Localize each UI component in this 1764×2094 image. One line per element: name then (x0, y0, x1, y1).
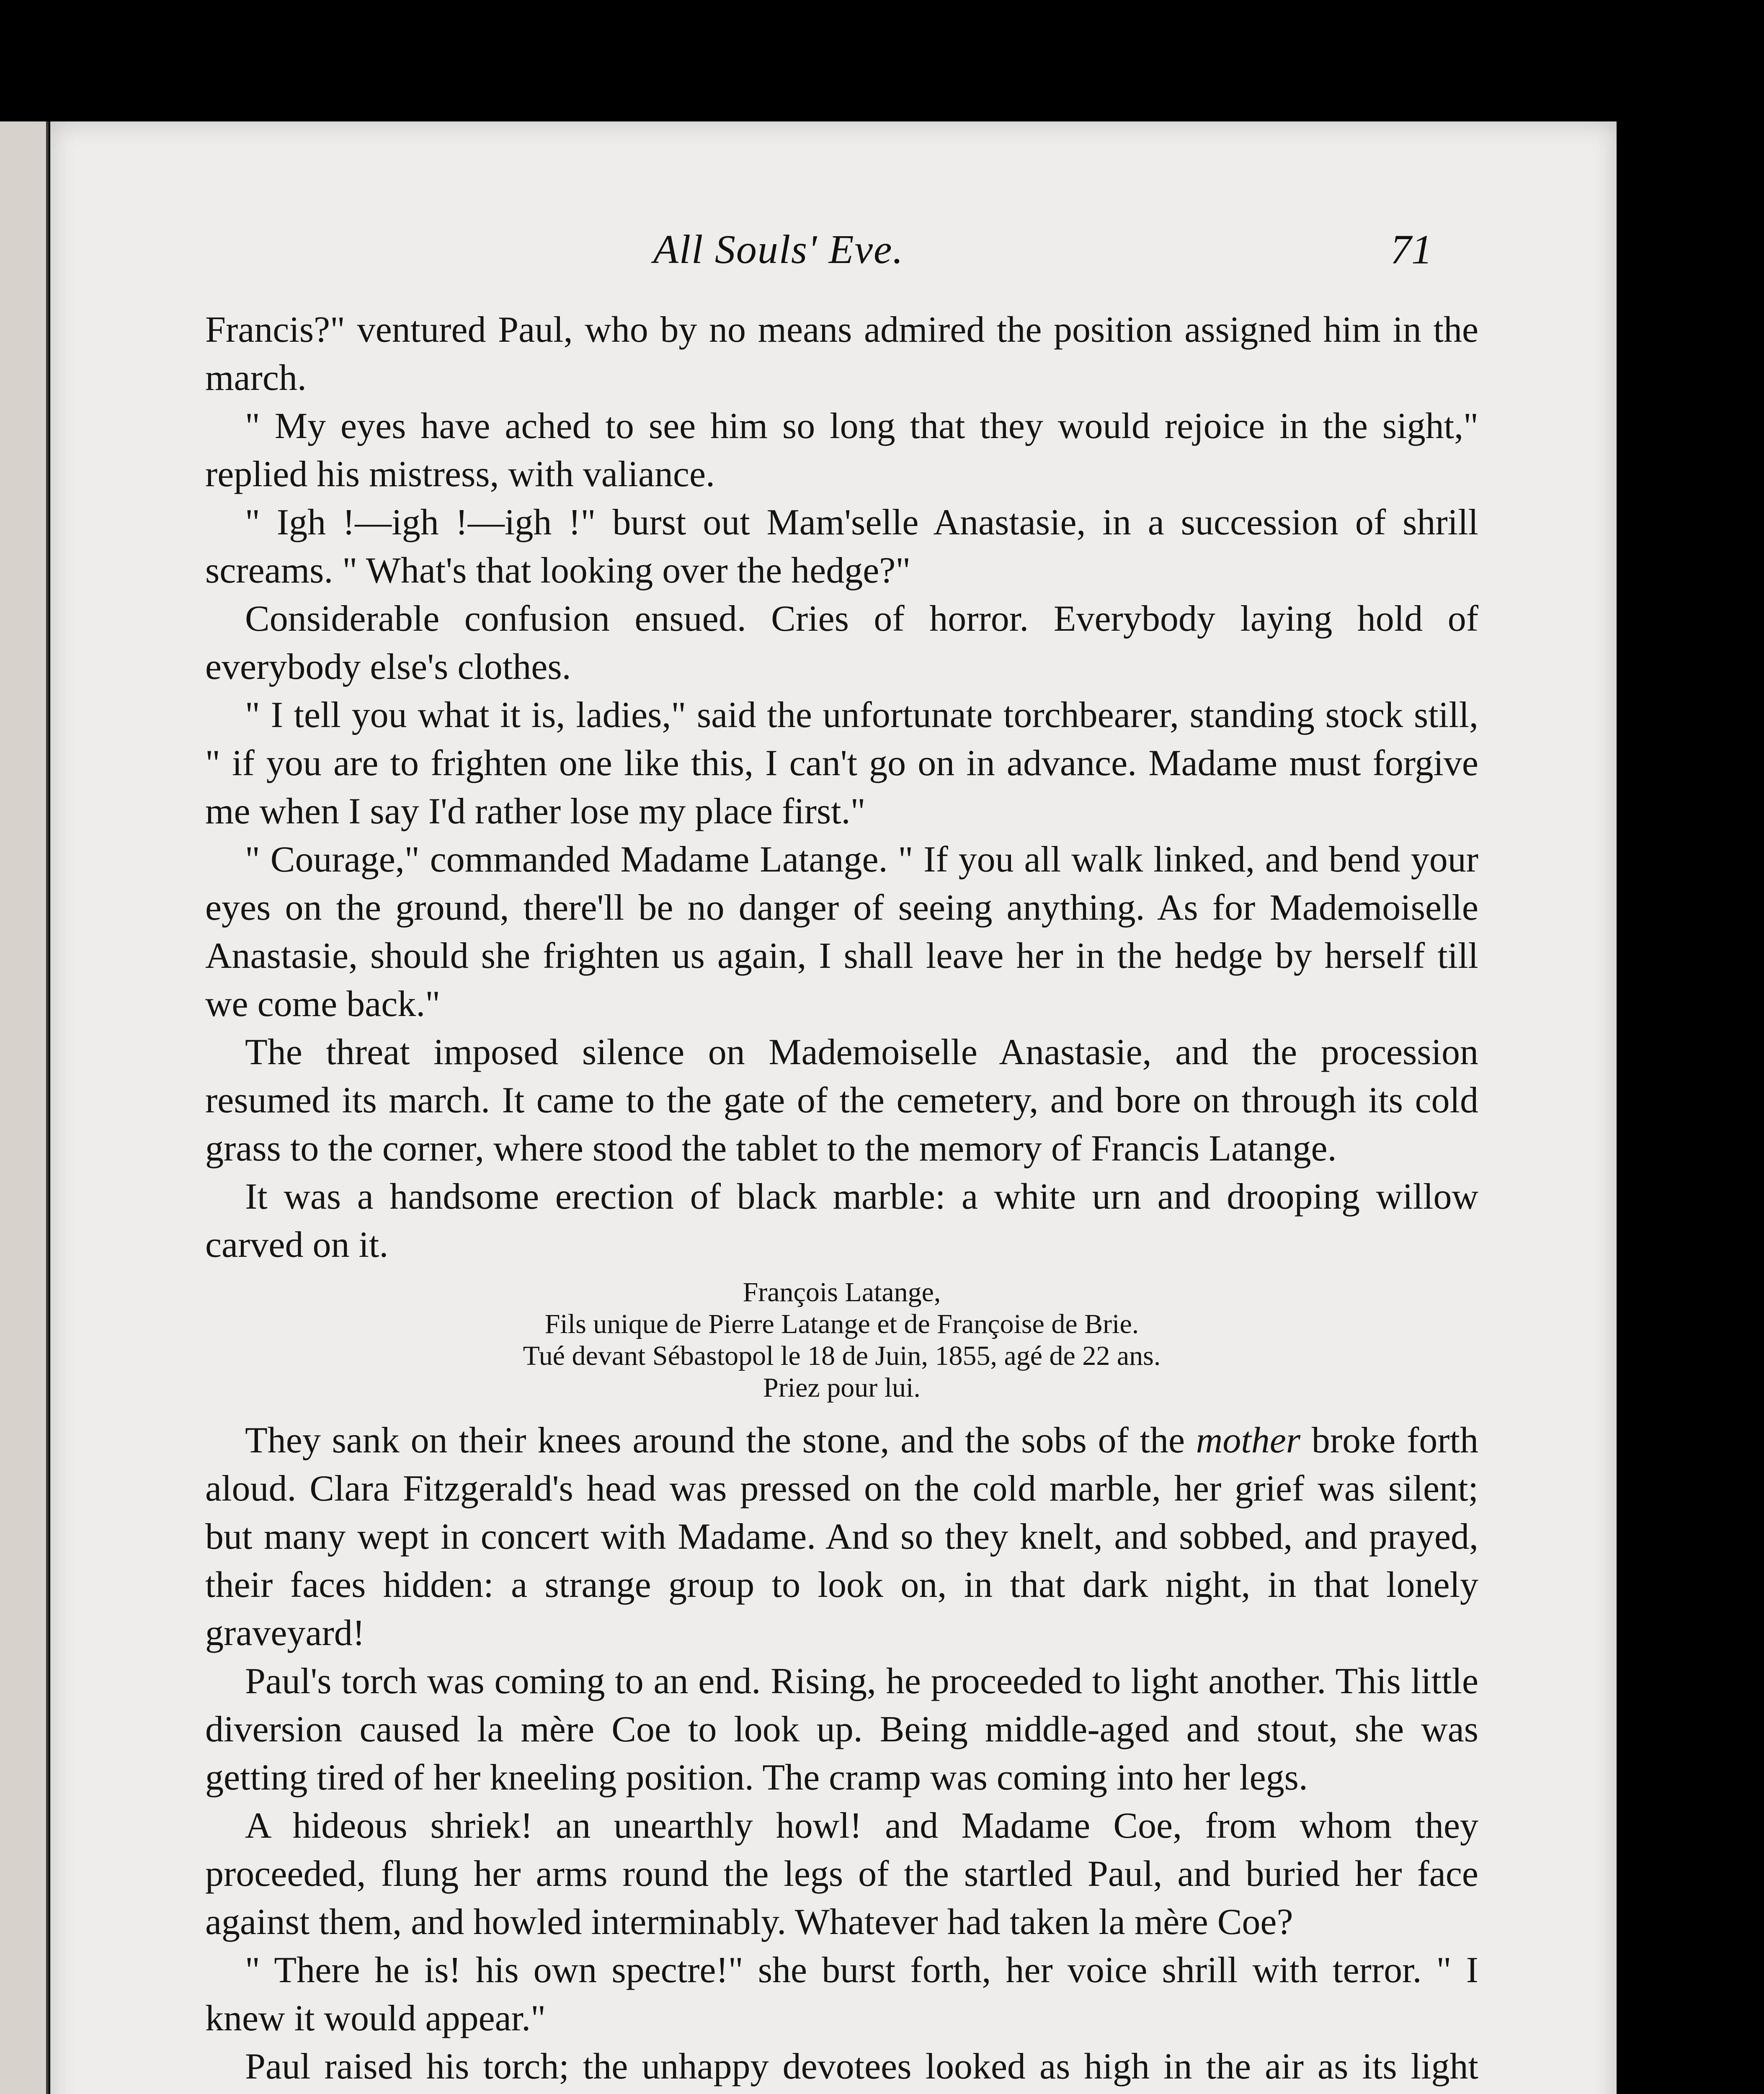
paragraph: " Courage," commanded Madame Latange. " If you all walk linked, and bend your eyes on the ground, there'll be no danger of seeing anything. As for Mademoiselle Anastasie, should she frighten us again, I shall leave her in the hedge by herself till we come back." (205, 839, 1478, 1024)
paragraph: Francis?" ventured Paul, who by no means admired the position assigned him in the march. (205, 309, 1478, 398)
running-head: All Souls' Eve. (653, 227, 904, 272)
epitaph-inscription (205, 1277, 1478, 1404)
body-text (205, 306, 1478, 2094)
epitaph-line: François Latange, (743, 1277, 941, 1307)
paragraph: Paul's torch was coming to an end. Rising, he proceeded to light another. This little diversion caused la mère Coe to look up. Being middle-aged and stout, she was getting tired of her kneeling position. The cramp was coming into her legs. (205, 1661, 1478, 1798)
paragraph: It was a handsome erection of black marble: a white urn and drooping willow carved on it. (205, 1176, 1478, 1265)
epitaph-line: Fils unique de Pierre Latange et de Françoise de Brie. (544, 1309, 1139, 1339)
paragraph-text: They sank on their knees around the stone, and the sobs of the (245, 1420, 1196, 1461)
paragraph-text: broke forth aloud. Clara Fitzgerald's head was pressed on the cold marble, her grief was silent; but many wept in concert with Madame. And so they knelt, and sobbed, and prayed, their faces hidden: a strange group to look on, in that dark night, in that lonely graveyard! (205, 1420, 1478, 1653)
paragraph: " I tell you what it is, ladies," said the unfortunate torchbearer, standing stock still, " if you are to frighten one like this, I can't go on in advance. Madame must forgive me when I say I'd rather lose my place first." (205, 695, 1478, 832)
epitaph-line: Tué devant Sébastopol le 18 de Juin, 1855, agé de 22 ans. (523, 1341, 1161, 1371)
book-page (50, 121, 1617, 2094)
paragraph: A hideous shriek! an unearthly howl! and Madame Coe, from whom they proceeded, flung her arms round the legs of the startled Paul, and buried her face against them, and howled interminably. Whatever had taken la mère Coe? (205, 1805, 1478, 1942)
italic-word: mother (1196, 1420, 1301, 1461)
paragraph (205, 1416, 1478, 1657)
facing-page-edge (0, 121, 49, 2094)
page-number: 71 (1390, 226, 1432, 273)
paragraph: The threat imposed silence on Mademoiselle Anastasie, and the procession resumed its march. It came to the gate of the cemetery, and bore on through its cold grass to the corner, where stood the tablet to the memory of Francis Latange. (205, 1032, 1478, 1169)
paragraph: " My eyes have ached to see him so long that they would rejoice in the sight," replied his mistress, with valiance. (205, 406, 1478, 495)
epitaph-line: Priez pour lui. (763, 1372, 921, 1403)
paragraph: Considerable confusion ensued. Cries of horror. Everybody laying hold of everybody else's clothes. (205, 598, 1478, 687)
paragraph: " There he is! his own spectre!" she burst forth, her voice shrill with terror. " I knew it would appear." (205, 1950, 1478, 2039)
paragraph: " Igh !—igh !—igh !" burst out Mam'selle Anastasie, in a succession of shrill screams. " What's that looking over the hedge?" (205, 502, 1478, 591)
paragraph: Paul raised his torch; the unhappy devotees looked as high in the air as its light (245, 2046, 1478, 2087)
